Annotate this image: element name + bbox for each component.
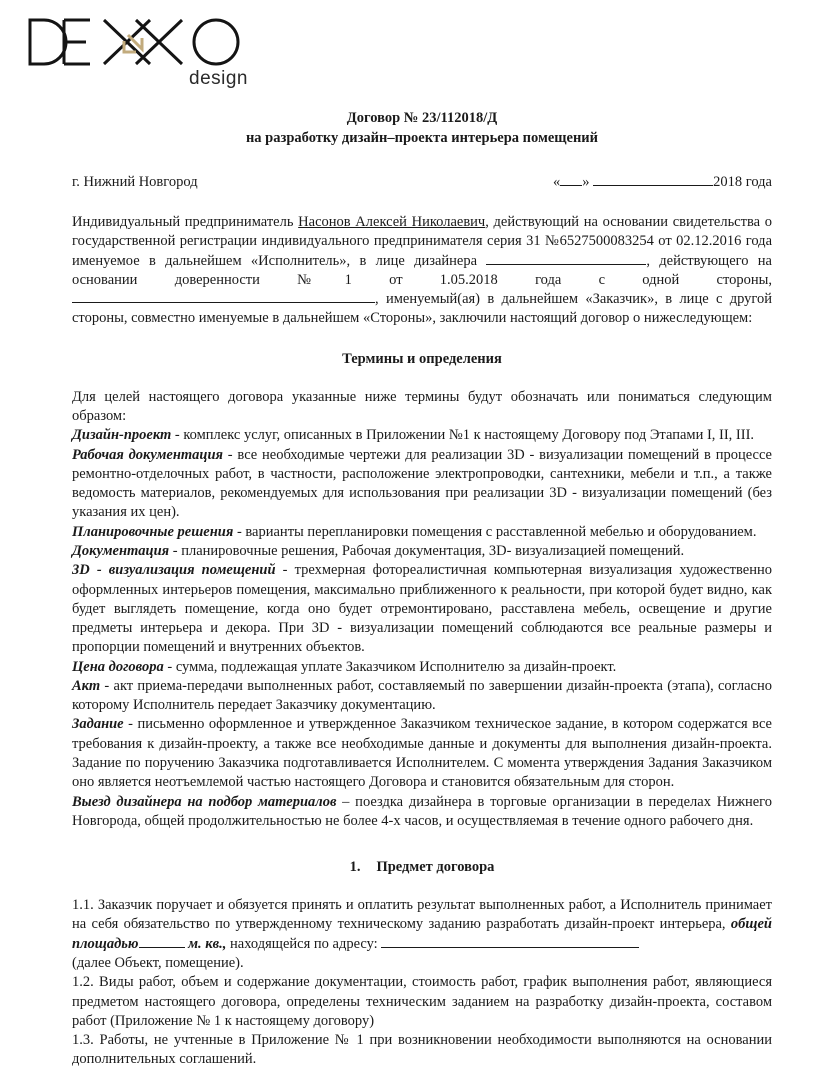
clause-1-1-c: (далее Объект, помещение). [72, 955, 244, 971]
term-definition: - варианты перепланировки помещения с расставленной мебелью и оборудованием. [233, 523, 757, 540]
customer-name-blank[interactable] [72, 290, 375, 303]
subject-section-heading [72, 859, 772, 876]
term-label: Рабочая документация [72, 446, 224, 463]
term-item [72, 793, 772, 832]
term-definition: - сумма, подлежащая уплате Заказчиком Исполнителю за дизайн-проект. [163, 658, 617, 675]
term-label: Планировочные решения [72, 523, 234, 540]
company-logo [24, 14, 264, 100]
designer-name-blank[interactable] [486, 252, 646, 265]
term-item [72, 561, 772, 657]
subject-section-title: Предмет договора [376, 859, 495, 876]
preamble-part-3: , действующего на основании доверенности №1 от 1.05.2018 года с одной стороны, [72, 252, 772, 288]
document-body [72, 108, 772, 1070]
term-label: Дизайн-проект [72, 427, 172, 444]
date-month-blank[interactable] [593, 174, 713, 186]
terms-section-heading: Термины и определения [342, 350, 502, 367]
term-label: 3D - визуализация помещений [72, 562, 276, 579]
date-close-quote: » [582, 174, 590, 190]
terms-intro: Для целей настоящего договора указанные ниже термины будут обозначать или пониматься следующим образом: [72, 388, 772, 424]
terms-list [72, 426, 772, 831]
clause-1-1-area-units: м. кв., [188, 935, 227, 952]
document-title-line-2: на разработку дизайн–проекта интерьера помещений [245, 130, 599, 146]
clause-1-3: 1.3. Работы, не учтенные в Приложение № 1 при возникновении необходимости выполняются на основании дополнительных соглашений. [72, 1032, 772, 1068]
date-year: 2018 года [713, 174, 772, 190]
logo-wordmark [24, 14, 264, 70]
preamble-part-2: , действующий на основании свидетельства о государственной регистрации индивидуального предпринимателя серия 31 №6527500083254 от 02.12.2016 года именуемое в дальнейшем «Исполнитель», в лице дизайнера [72, 214, 772, 269]
term-definition: - акт приема-передачи выполненных работ, составляемый по завершении дизайн-проекта (этапа), согласно которому Исполнитель передает Заказчику документацию. [72, 677, 772, 714]
term-label: Акт [72, 677, 101, 694]
term-label: Документация [72, 542, 170, 559]
document-title [72, 108, 772, 148]
clause-1-1-text-a: 1.1. Заказчик поручает и обязуется принять и оплатить результат выполненных работ, а Исполнитель принимает на себя обязательство по утвержденному техническому заданию разработать дизайн-проект интерьера, [72, 897, 772, 933]
term-item [72, 715, 772, 792]
logo-subtitle: design [189, 68, 248, 89]
term-definition: - планировочные решения, Рабочая документация, 3D- визуализацией помещений. [169, 542, 685, 559]
date-day-blank[interactable] [560, 174, 582, 186]
term-definition: – поездка дизайнера в торговые организации в переделах Нижнего Новгорода, общей продолжительностью не более 4-х часов, и осуществляемая в течение одного рабочего дня. [72, 793, 772, 829]
entrepreneur-name: Насонов Алексей Николаевич [298, 214, 486, 230]
term-label: Цена договора [72, 658, 164, 675]
address-blank[interactable] [381, 935, 639, 948]
place-and-date-row [72, 174, 772, 191]
document-title-line-1: Договор № 23/112018/Д [346, 110, 498, 126]
term-label: Задание [72, 716, 124, 733]
term-item [72, 677, 772, 716]
preamble-part-4: , именуемый(ая) в дальнейшем «Заказчик», в лице с другой стороны, совместно именуемые в дальнейшем «Стороны», заключили настоящий договор о нижеследующем: [72, 291, 772, 327]
term-label: Выезд дизайнера на подбор материалов [72, 793, 337, 810]
city-label: г. Нижний Новгород [72, 174, 198, 190]
term-definition: - письменно оформленное и утвержденное Заказчиком техническое задание, в котором содержатся все требования к дизайн-проекту, а также все необходимые данные и документы для выполнения дизайн-проекта. Задание по поручению Заказчика подготавливается Исполнителем. С момента утверждения Задания Заказчиком оно является неотъемлемой частью настоящего Договора и становится обязательным для сторон. [72, 716, 772, 791]
term-item [72, 523, 772, 542]
term-item [72, 446, 772, 523]
clause-1-2: 1.2. Виды работ, объем и содержание документации, стоимость работ, график выполнения работ, являющиеся предметом настоящего договора, определены техническим заданием на разработку дизайн-проекта, составом работ (Приложение № 1 к настоящему договору) [72, 974, 772, 1029]
clause-1-1-text-b: находящейся по адресу: [230, 935, 378, 952]
clause-1-1 [72, 896, 772, 954]
term-item [72, 542, 772, 561]
subject-section-number: 1. [349, 859, 361, 876]
term-item [72, 658, 772, 677]
preamble-part-1: Индивидуальный предприниматель [72, 214, 299, 230]
area-value-blank[interactable] [139, 935, 185, 948]
date-line [553, 174, 772, 191]
term-definition: - комплекс услуг, описанных в Приложении №1 к настоящему Договору под Этапами I, II, III. [171, 427, 755, 444]
date-open-quote: « [553, 174, 561, 190]
term-definition: - трехмерная фотореалистичная компьютерная визуализация художественно оформленных интерьеров помещения, максимально приближенного к реальности, при которой будет видно, как будет выглядеть помещение, когда оно будет отремонтировано, расставлена мебель, освещение и другие предметы интерьера и декора. При 3D - визуализации помещений соблюдаются все реальные размеры и пропорции помещений и внутренних объектов. [72, 562, 772, 656]
term-definition: - все необходимые чертежи для реализации 3D - визуализации помещений в процессе ремонтно-отделочных работ, в частности, расположение электропроводки, сантехники, мебели и т.п., а также ведомость материалов, рекомендуемых для использования при реализации 3D - визуализации помещений (без указания их цен). [72, 446, 772, 521]
clause-1-1-area-label: общей площадью [72, 916, 772, 952]
term-item [72, 426, 772, 445]
preamble-paragraph [72, 213, 772, 329]
logo-dexxo-svg [24, 14, 244, 74]
